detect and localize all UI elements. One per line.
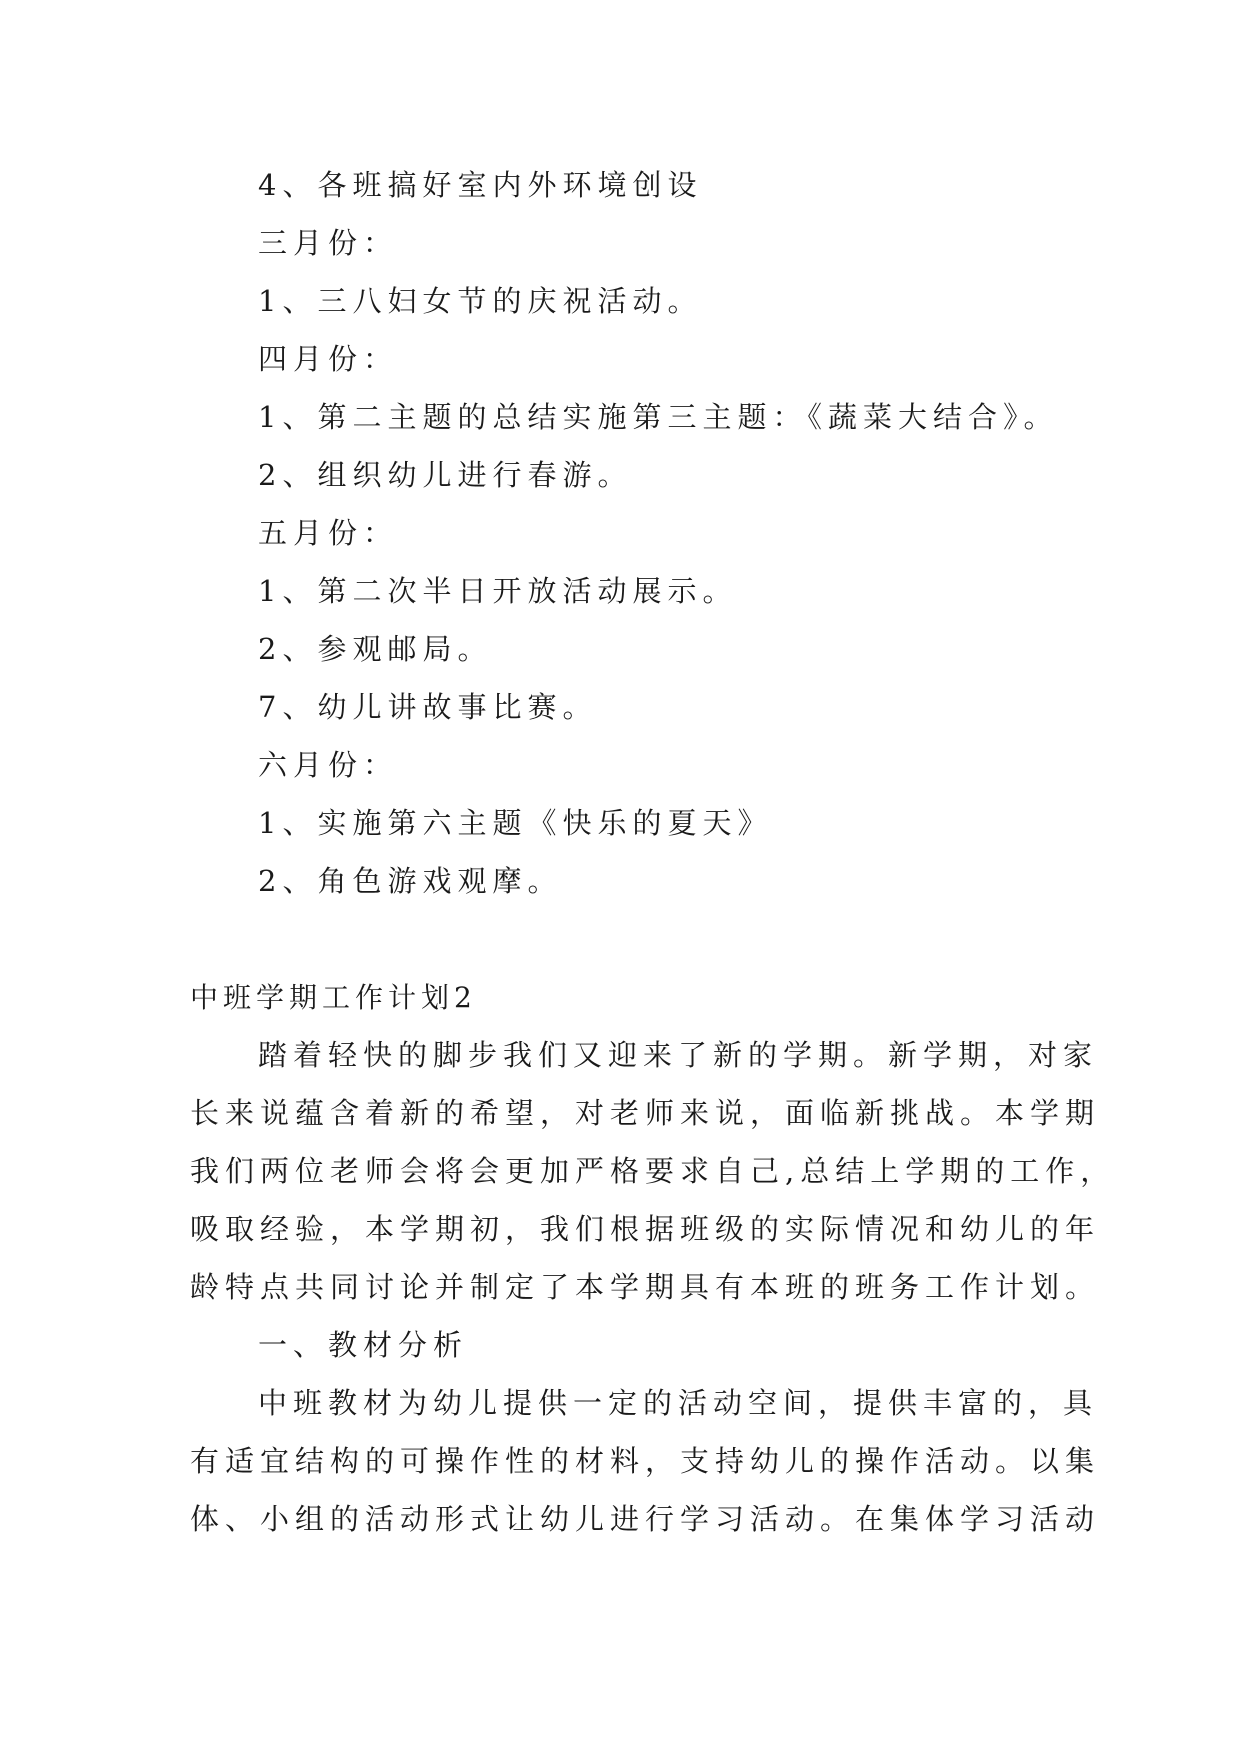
list-item: 1、第二主题的总结实施第三主题：《蔬菜大结合》。: [258, 400, 1059, 434]
list-item: 1、三八妇女节的庆祝活动。: [258, 284, 703, 318]
paragraph-line: 中班教材为幼儿提供一定的活动空间，提供丰富的，具: [258, 1386, 1099, 1420]
list-item: 2、参观邮局。: [258, 632, 493, 666]
list-item: 2、组织幼儿进行春游。: [258, 458, 633, 492]
section-title: 中班学期工作计划2: [190, 981, 477, 1014]
month-heading: 三月份：: [258, 226, 399, 260]
list-item: 1、第二次半日开放活动展示。: [258, 574, 738, 608]
paragraph-line: 龄特点共同讨论并制定了本学期具有本班的班务工作计划。: [190, 1270, 1101, 1304]
list-item: 4、各班搞好室内外环境创设: [258, 168, 703, 202]
paragraph-line: 吸取经验，本学期初，我们根据班级的实际情况和幼儿的年: [190, 1212, 1101, 1246]
list-item: 2、角色游戏观摩。: [258, 864, 563, 898]
paragraph-line: 我们两位老师会将会更加严格要求自己,总结上学期的工作，: [190, 1154, 1116, 1188]
month-heading: 四月份：: [258, 342, 399, 376]
paragraph-line: 长来说蕴含着新的希望，对老师来说，面临新挑战。本学期: [190, 1096, 1101, 1130]
list-item: 7、幼儿讲故事比赛。: [258, 690, 598, 724]
paragraph-line: 体、小组的活动形式让幼儿进行学习活动。在集体学习活动: [190, 1502, 1101, 1536]
list-item: 1、实施第六主题《快乐的夏天》: [258, 806, 773, 840]
paragraph-line: 有适宜结构的可操作性的材料，支持幼儿的操作活动。以集: [190, 1444, 1101, 1478]
paragraph-line: 踏着轻快的脚步我们又迎来了新的学期。新学期，对家: [258, 1038, 1099, 1072]
section-heading: 一、教材分析: [258, 1328, 469, 1362]
month-heading: 六月份：: [258, 748, 399, 782]
month-heading: 五月份：: [258, 516, 399, 550]
